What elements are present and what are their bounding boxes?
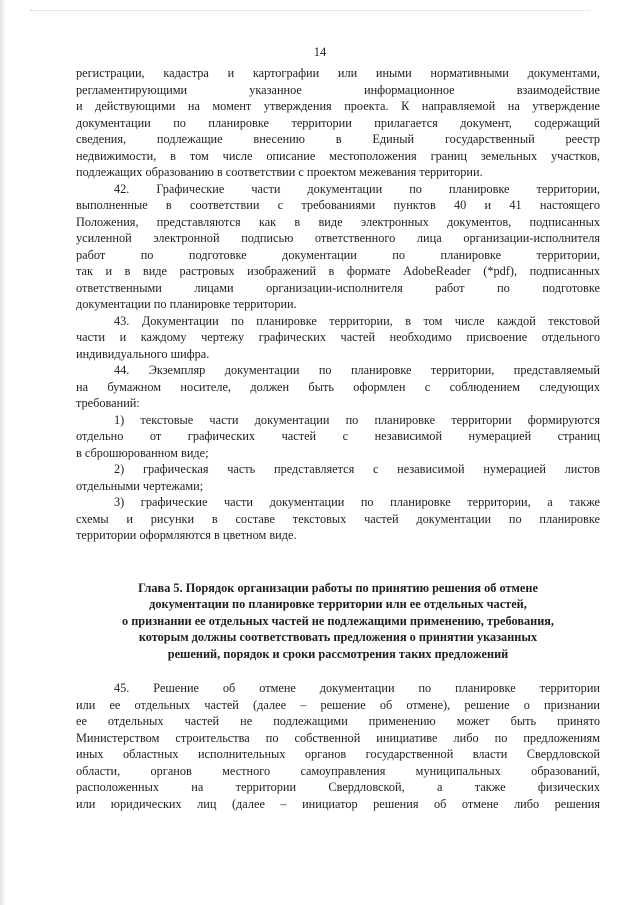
scan-edge-shadow — [0, 0, 6, 905]
chapter-heading-line: решений, порядок и сроки рассмотрения таких предложений — [167, 646, 509, 661]
text-line: индивидуального шифра. — [76, 346, 210, 361]
text-line: на бумажном носителе, должен быть оформлен с соблюдением следующих — [76, 379, 600, 394]
text-line: 44. Экземпляр документации по планировке территории, представляемый — [114, 363, 600, 377]
text-line: недвижимости, в том числе описание местоположения границ земельных участков, — [76, 148, 600, 163]
text-line: регистрации, кадастра и картографии или иными нормативными документами, — [76, 66, 600, 80]
document-body — [76, 65, 600, 812]
text-line: 45. Решение об отмене документации по планировке территории — [114, 681, 600, 695]
text-line: отдельными чертежами; — [76, 478, 204, 493]
text-line: области, органов местного самоуправления муниципальных образований, — [76, 763, 600, 778]
text-line: 3) графические части документации по планировке территории, а также — [114, 495, 600, 509]
scan-top-noise — [30, 10, 590, 13]
text-line: 43. Документации по планировке территории, в том числе каждой текстовой — [114, 313, 600, 328]
text-line: ее отдельных частей не подлежащими применению может быть принято — [76, 714, 600, 728]
text-line: или юридических лиц (далее – инициатор решения об отмене либо решения — [76, 796, 600, 811]
text-line: усиленной электронной подписью ответственного лица организации-исполнителя — [76, 231, 600, 245]
text-line: схемы и рисунки в составе текстовых частей документации по планировке — [76, 511, 600, 526]
text-line: подлежащих образованию в соответствии с проектом межевания территории. — [76, 165, 483, 179]
text-line: требований: — [76, 396, 140, 410]
text-line: Положения, представляются как в виде электронных документов, подписанных — [76, 214, 600, 229]
text-line: документации по планировке территории. — [76, 297, 297, 311]
text-line: сведения, подлежащие внесению в Единый государственный реестр — [76, 132, 600, 146]
text-line: в сброшюрованном виде; — [76, 445, 209, 460]
text-line: 42. Графические части документации по планировке территории, — [114, 181, 600, 196]
text-line: документации по планировке территории прилагается документ, содержащий — [76, 115, 600, 130]
page-number: 14 — [313, 45, 327, 59]
chapter-heading-line: которым должны соответствовать предложения о принятии указанных — [138, 630, 538, 644]
body-section-2 — [76, 680, 600, 812]
text-line: регламентирующими указанное информационное взаимодействие — [76, 82, 600, 97]
section-gap — [76, 562, 600, 580]
chapter-heading-line: Глава 5. Порядок организации работы по принятию решения об отмене — [138, 580, 538, 595]
text-line: отдельно от графических частей с независимой нумерацией страниц — [76, 429, 600, 443]
text-line: работ по подготовке документации по планировке территории, — [76, 247, 600, 262]
text-line: Министерством строительства по собственной инициативе либо по предложениям — [76, 730, 600, 745]
chapter-heading — [76, 580, 600, 663]
text-line: ответственными лицами организации-исполнителя работ по подготовке — [76, 280, 600, 295]
text-line: так и в виде растровых изображений в формате AdobeReader (*pdf), подписанных — [76, 264, 600, 278]
section-gap — [76, 544, 600, 562]
text-line: территории оформляются в цветном виде. — [76, 528, 297, 542]
text-line: и действующими на момент утверждения проекта. К направляемой на утверждение — [76, 99, 600, 113]
text-line: части и каждому чертежу графических частей необходимо присвоение отдельного — [76, 330, 600, 344]
text-line: или ее отдельных частей (далее – решение об отмене), решение о признании — [76, 697, 600, 712]
chapter-heading-line: документации по планировке территории или ее отдельных частей, — [149, 597, 527, 611]
text-line: иных областных исполнительных органов государственной власти Свердловской — [76, 747, 600, 761]
text-line: 2) графическая часть представляется с независимой нумерацией листов — [114, 462, 600, 476]
section-gap — [76, 662, 600, 680]
text-line: расположенных на территории Свердловской, а также физических — [76, 780, 600, 794]
text-line: 1) текстовые части документации по планировке территории формируются — [114, 412, 600, 427]
text-line: выполненные в соответствии с требованиями пунктов 40 и 41 настоящего — [76, 198, 600, 212]
chapter-heading-line: о признании ее отдельных частей не подлежащими применению, требования, — [121, 613, 555, 628]
body-section-1 — [76, 65, 600, 544]
